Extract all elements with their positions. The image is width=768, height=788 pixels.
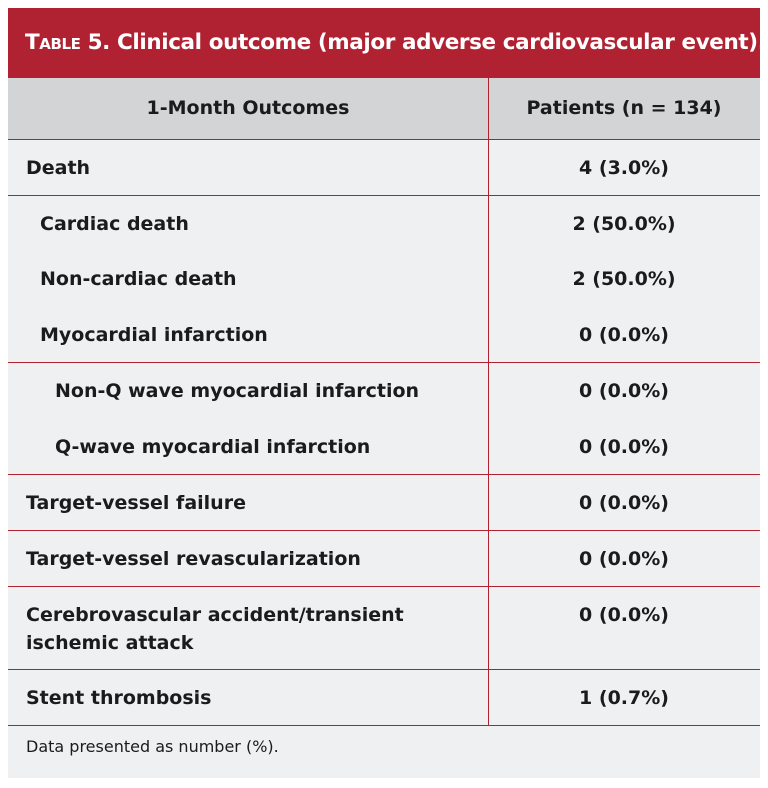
header-outcomes: 1-Month Outcomes	[146, 97, 350, 119]
row-label: Non-Q wave myocardial infarction	[55, 380, 420, 402]
row-value: 0 (0.0%)	[579, 380, 669, 402]
table-row	[8, 419, 760, 475]
row-label: Stent thrombosis	[26, 687, 212, 709]
row-value: 0 (0.0%)	[579, 436, 669, 458]
table-caption: Clinical outcome (major adverse cardiovascular event).	[109, 30, 766, 55]
table-row	[8, 531, 760, 587]
table-row	[8, 140, 760, 196]
row-value: 0 (0.0%)	[579, 492, 669, 514]
table-row	[8, 196, 760, 251]
row-label: Target-vessel failure	[26, 492, 246, 514]
row-value: 0 (0.0%)	[579, 604, 669, 626]
table-footnote: Data presented as number (%).	[26, 737, 279, 756]
row-label: Q-wave myocardial infarction	[55, 436, 371, 458]
table-row	[8, 363, 760, 419]
header-patients: Patients (n = 134)	[526, 97, 722, 119]
row-value: 2 (50.0%)	[572, 213, 676, 235]
row-label: Target-vessel revascularization	[26, 548, 361, 570]
row-value: 2 (50.0%)	[572, 268, 676, 290]
row-value: 1 (0.7%)	[579, 687, 669, 709]
row-value: 0 (0.0%)	[579, 548, 669, 570]
row-label: Myocardial infarction	[40, 324, 268, 346]
table-row	[8, 670, 760, 726]
row-label: Cardiac death	[40, 213, 189, 235]
row-label: Cerebrovascular accident/transient ischemic attack	[26, 604, 404, 654]
row-value: 0 (0.0%)	[579, 324, 669, 346]
table-row	[8, 251, 760, 307]
row-label: Non-cardiac death	[40, 268, 237, 290]
table-title	[8, 8, 766, 78]
row-value: 4 (3.0%)	[579, 157, 669, 179]
table-header	[8, 78, 760, 140]
table-row	[8, 307, 760, 363]
table-row	[8, 475, 760, 531]
row-label: Death	[26, 157, 91, 179]
column-divider	[488, 78, 489, 726]
table-container	[8, 8, 766, 778]
table-row	[8, 587, 760, 670]
table-number: Table 5.	[25, 30, 110, 55]
